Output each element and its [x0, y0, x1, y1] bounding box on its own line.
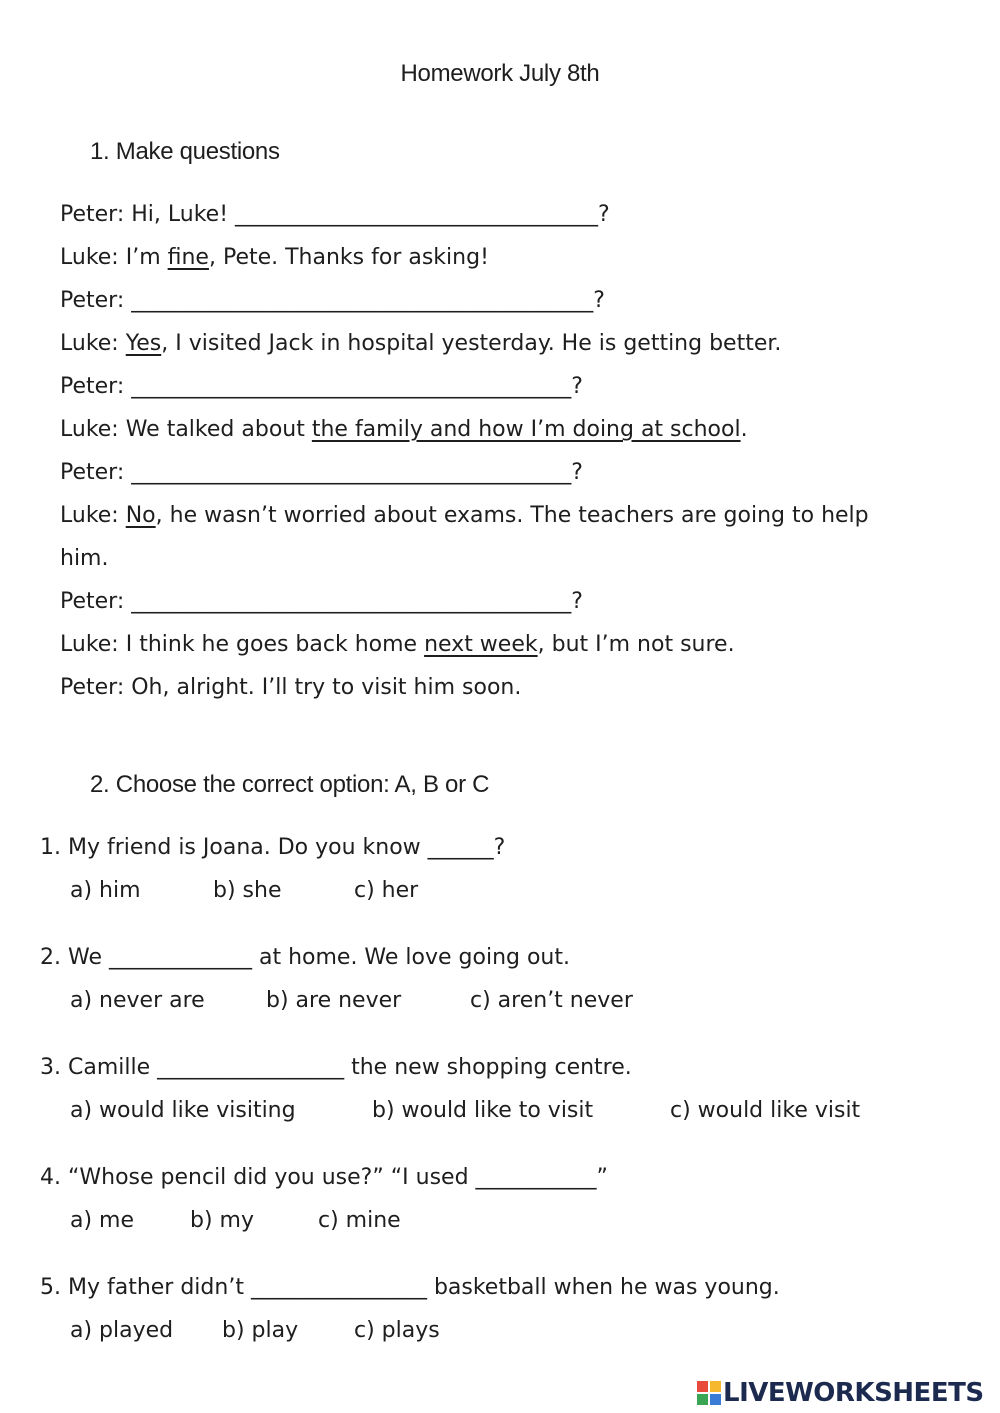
option-c[interactable]: c) would like visit [670, 1098, 861, 1123]
option-c[interactable]: c) plays [354, 1318, 440, 1343]
question-5-options [70, 1316, 440, 1346]
dialogue-line: Luke: Yes, I visited Jack in hospital yesterday. He is getting better. [60, 331, 782, 356]
question-1-text: 1. My friend is Joana. Do you know ______? [40, 835, 506, 860]
dialogue-line: Peter: ________________________________________? [60, 460, 583, 485]
dialogue-line: him. [60, 546, 109, 571]
option-b[interactable]: b) play [222, 1318, 299, 1343]
dialogue-line: Luke: I think he goes back home next week, but I’m not sure. [60, 632, 735, 657]
page-title: Homework July 8th [400, 60, 600, 87]
dialogue-line: Peter: Oh, alright. I’ll try to visit him soon. [60, 675, 522, 700]
section-2-heading: 2. Choose the correct option: A, B or C [90, 771, 490, 798]
liveworksheets-logo-icon [697, 1381, 721, 1405]
option-b[interactable]: b) are never [266, 988, 402, 1013]
logo-text: LIVEWORKSHEETS [723, 1378, 984, 1408]
question-2-text: 2. We _____________ at home. We love going out. [40, 945, 570, 970]
option-a[interactable]: a) never are [70, 988, 205, 1013]
option-c[interactable]: c) aren’t never [470, 988, 633, 1013]
dialogue-line: Peter: Hi, Luke! _________________________________? [60, 202, 610, 227]
dialogue-line: Luke: No, he wasn’t worried about exams. The teachers are going to help [60, 503, 869, 528]
option-a[interactable]: a) would like visiting [70, 1098, 296, 1123]
option-a[interactable]: a) played [70, 1318, 174, 1343]
question-3-options [70, 1096, 860, 1126]
dialogue-line: Peter: ________________________________________? [60, 374, 583, 399]
dialogue-line: Luke: We talked about the family and how I’m doing at school. [60, 417, 748, 442]
question-3-text: 3. Camille _________________ the new shopping centre. [40, 1055, 632, 1080]
option-c[interactable]: c) her [354, 878, 419, 903]
question-2-options [70, 986, 633, 1016]
option-c[interactable]: c) mine [318, 1208, 401, 1233]
liveworksheets-logo[interactable] [697, 1373, 984, 1413]
question-1-options [70, 876, 418, 906]
dialogue-line: Peter: ________________________________________? [60, 589, 583, 614]
dialogue-line: Luke: I’m fine, Pete. Thanks for asking! [60, 245, 489, 270]
option-b[interactable]: b) would like to visit [372, 1098, 594, 1123]
option-b[interactable]: b) she [213, 878, 282, 903]
option-a[interactable]: a) him [70, 878, 141, 903]
question-5-text: 5. My father didn’t ________________ basketball when he was young. [40, 1275, 780, 1300]
question-4-options [70, 1206, 401, 1236]
option-b[interactable]: b) my [190, 1208, 254, 1233]
option-a[interactable]: a) me [70, 1208, 135, 1233]
section-1-heading: 1. Make questions [90, 138, 280, 165]
question-4-text: 4. “Whose pencil did you use?” “I used ___________” [40, 1165, 608, 1190]
dialogue-line: Peter: __________________________________________? [60, 288, 605, 313]
